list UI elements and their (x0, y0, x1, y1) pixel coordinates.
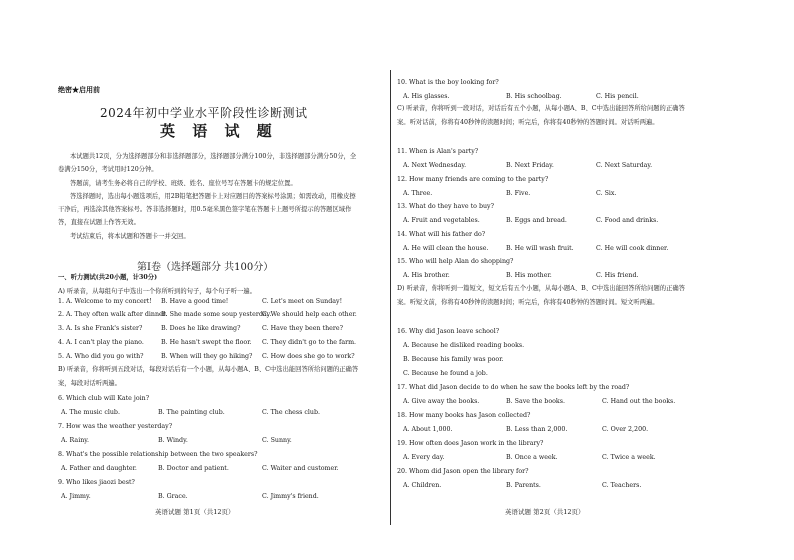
q11-option-a: A. Next Wednesday. (403, 162, 467, 169)
q7-question: 7. How was the weather yesterday? (58, 423, 173, 430)
q5-option-b: B. When will they go hiking? (161, 353, 253, 360)
q20-option-b: B. Parents. (506, 482, 541, 489)
q9-option-c: C. Jimmy's friend. (262, 493, 319, 500)
q18-option-c: C. Over 2,200. (602, 426, 649, 433)
page-footer: 英语试题 第1页（共12页） (155, 508, 235, 516)
column-divider (390, 70, 391, 525)
q18-option-a: A. About 1,000. (403, 426, 453, 433)
q18-question: 18. How many books has Jason collected? (397, 412, 531, 419)
q15-option-c: C. His friend. (596, 272, 639, 279)
q11-option-c: C. Next Saturday. (596, 162, 653, 169)
q13-option-a: A. Fruit and vegetables. (403, 217, 480, 224)
q16-option-c: C. Because he found a job. (403, 370, 488, 377)
q6-option-b: B. The painting club. (158, 409, 225, 416)
q8-option-b: B. Doctor and patient. (158, 465, 229, 472)
q9-option-b: B. Grace. (158, 493, 188, 500)
q9-question: 9. Who likes jiaozi best? (58, 479, 135, 486)
q1-option-c: C. Let's meet on Sunday! (262, 298, 343, 305)
q4-option-a: 4. A. I can't play the piano. (58, 339, 144, 346)
q15-option-a: A. His brother. (403, 272, 450, 279)
page-footer: 英语试题 第2页（共12页） (505, 508, 585, 516)
q11-question: 11. When is Alan's party? (397, 148, 479, 155)
q13-option-b: B. Eggs and bread. (506, 217, 567, 224)
q20-option-c: C. Teachers. (602, 482, 642, 489)
q12-option-b: B. Five. (506, 190, 531, 197)
q6-question: 6. Which club will Kate join? (58, 395, 150, 402)
q10-option-a: A. His glasses. (403, 93, 450, 100)
q20-option-a: A. Children. (403, 482, 442, 489)
note-1: 本试题共12页，分为选择题部分和非选择题部分，选择题部分满分100分，非选择题部分满分50分，全卷满分150分，考试用时120分钟。 (58, 153, 357, 174)
q13-option-c: C. Food and drinks. (596, 217, 659, 224)
q19-option-a: A. Every day. (403, 454, 445, 461)
q8-option-c: C. Waiter and customer. (262, 465, 339, 472)
q3-option-a: 3. A. Is she Frank's sister? (58, 325, 143, 332)
q12-option-a: A. Three. (403, 190, 433, 197)
q20-question: 20. Whom did Jason open the library for? (397, 468, 529, 475)
q16-option-a: A. Because he disliked reading books. (403, 342, 525, 349)
q14-option-b: B. He will wash fruit. (506, 245, 574, 252)
q5-option-a: 5. A. Who did you go with? (58, 353, 144, 360)
q9-option-a: A. Jimmy. (61, 493, 91, 500)
q16-question: 16. Why did Jason leave school? (397, 328, 500, 335)
q2-option-b: B. She made some soup yesterday. (161, 311, 272, 318)
q8-option-a: A. Father and daughter. (61, 465, 137, 472)
q10-question: 10. What is the boy looking for? (397, 79, 499, 86)
q7-option-b: B. Windy. (158, 437, 188, 444)
instruction-d: D) 听录音，你将听到一篇短文，短文后有五个小题，从每小题A、B、C中选出能回答所给问题的正确答案。听短文前，你将有40秒钟的读题时间；听完后，你将有40秒钟的答题时间。短文听两遍。 (397, 285, 685, 306)
q8-question: 8. What's the possible relationship between the two speakers? (58, 451, 258, 458)
exam-notes (58, 150, 360, 243)
q15-option-b: B. His mother. (506, 272, 552, 279)
exam-title: 2024年初中学业水平阶段性诊断测试 (100, 106, 308, 120)
q17-question: 17. What did Jason decide to do when he saw the books left by the road? (397, 384, 630, 391)
subject-title: 英 语 试 题 (160, 122, 278, 140)
q17-option-a: A. Give away the books. (403, 398, 480, 405)
q19-option-c: C. Twice a week. (602, 454, 656, 461)
q13-question: 13. What do they have to buy? (397, 203, 494, 210)
q10-option-c: C. His pencil. (596, 93, 639, 100)
part-heading: 第Ⅰ卷（选择题部分 共100分） (137, 262, 274, 273)
q7-option-a: A. Rainy. (61, 437, 89, 444)
q14-question: 14. What will his father do? (397, 231, 486, 238)
q14-option-a: A. He will clean the house. (403, 245, 489, 252)
q18-option-b: B. Less than 2,000. (506, 426, 568, 433)
q14-option-c: C. He will cook dinner. (596, 245, 669, 252)
instruction-c: C) 听录音，你将听到一段对话，对话后有五个小题，从每小题A、B、C中选出能回答所给问题的正确答案。听对话前，你将有40秒钟的读题时间；听完后，你将有40秒钟的答题时间。对话听两遍。 (397, 105, 685, 126)
q10-option-b: B. His schoolbag. (506, 93, 562, 100)
q1-option-b: B. Have a good time! (161, 298, 229, 305)
q7-option-c: C. Sunny. (262, 437, 292, 444)
note-4: 考试结束后，将本试题和答题卡一并交回。 (70, 232, 190, 240)
note-2: 答题前，请考生务必将自己的学校、班级、姓名、座位号写在答题卡的规定位置。 (70, 179, 297, 187)
q12-option-c: C. Six. (596, 190, 617, 197)
q19-question: 19. How often does Jason work in the library? (397, 440, 544, 447)
q17-option-b: B. Save the books. (506, 398, 565, 405)
q17-option-c: C. Hand out the books. (602, 398, 676, 405)
secret-label: 绝密★启用前 (58, 85, 100, 94)
q4-option-c: C. They didn't go to the farm. (262, 339, 357, 346)
instruction-b: B) 听录音，你将听到五段对话，每段对话后有一个小题，从每小题A、B、C中选出能回答所给问题的正确答案，每段对话听两遍。 (58, 366, 359, 387)
q5-option-c: C. How does she go to work? (262, 353, 355, 360)
q16-option-b: B. Because his family was poor. (403, 356, 504, 363)
q4-option-b: B. He hasn't swept the floor. (161, 339, 252, 346)
q3-option-c: C. Have they been there? (262, 325, 343, 332)
q2-option-a: 2. A. They often walk after dinner. (58, 311, 168, 318)
q2-option-c: C. We should help each other. (262, 311, 357, 318)
q3-option-b: B. Does he like drawing? (161, 325, 241, 332)
q15-question: 15. Who will help Alan do shopping? (397, 258, 514, 265)
right-page (397, 0, 794, 560)
instruction-a: A) 听录音，从每组句子中选出一个你所听到的句子，每个句子听一遍。 (58, 288, 256, 295)
q11-option-b: B. Next Friday. (506, 162, 554, 169)
note-3: 答选择题时，选出每小题选项后，用2B铅笔把答题卡上对应题目的答案标号涂黑；如需改动，用橡皮擦干净后，再选涂其他答案标号。答非选择题时，用0.5毫米黑色签字笔在答题卡上题号所提示的答题区域作答，直接在试题上作答无效。 (58, 192, 356, 227)
q19-option-b: B. Once a week. (506, 454, 558, 461)
section-heading: 一、听力测试(共20小题，计30分) (58, 274, 158, 281)
q12-question: 12. How many friends are coming to the party? (397, 176, 549, 183)
q1-option-a: 1. A. Welcome to my concert! (58, 298, 152, 305)
q6-option-a: A. The music club. (61, 409, 120, 416)
q6-option-c: C. The chess club. (262, 409, 320, 416)
